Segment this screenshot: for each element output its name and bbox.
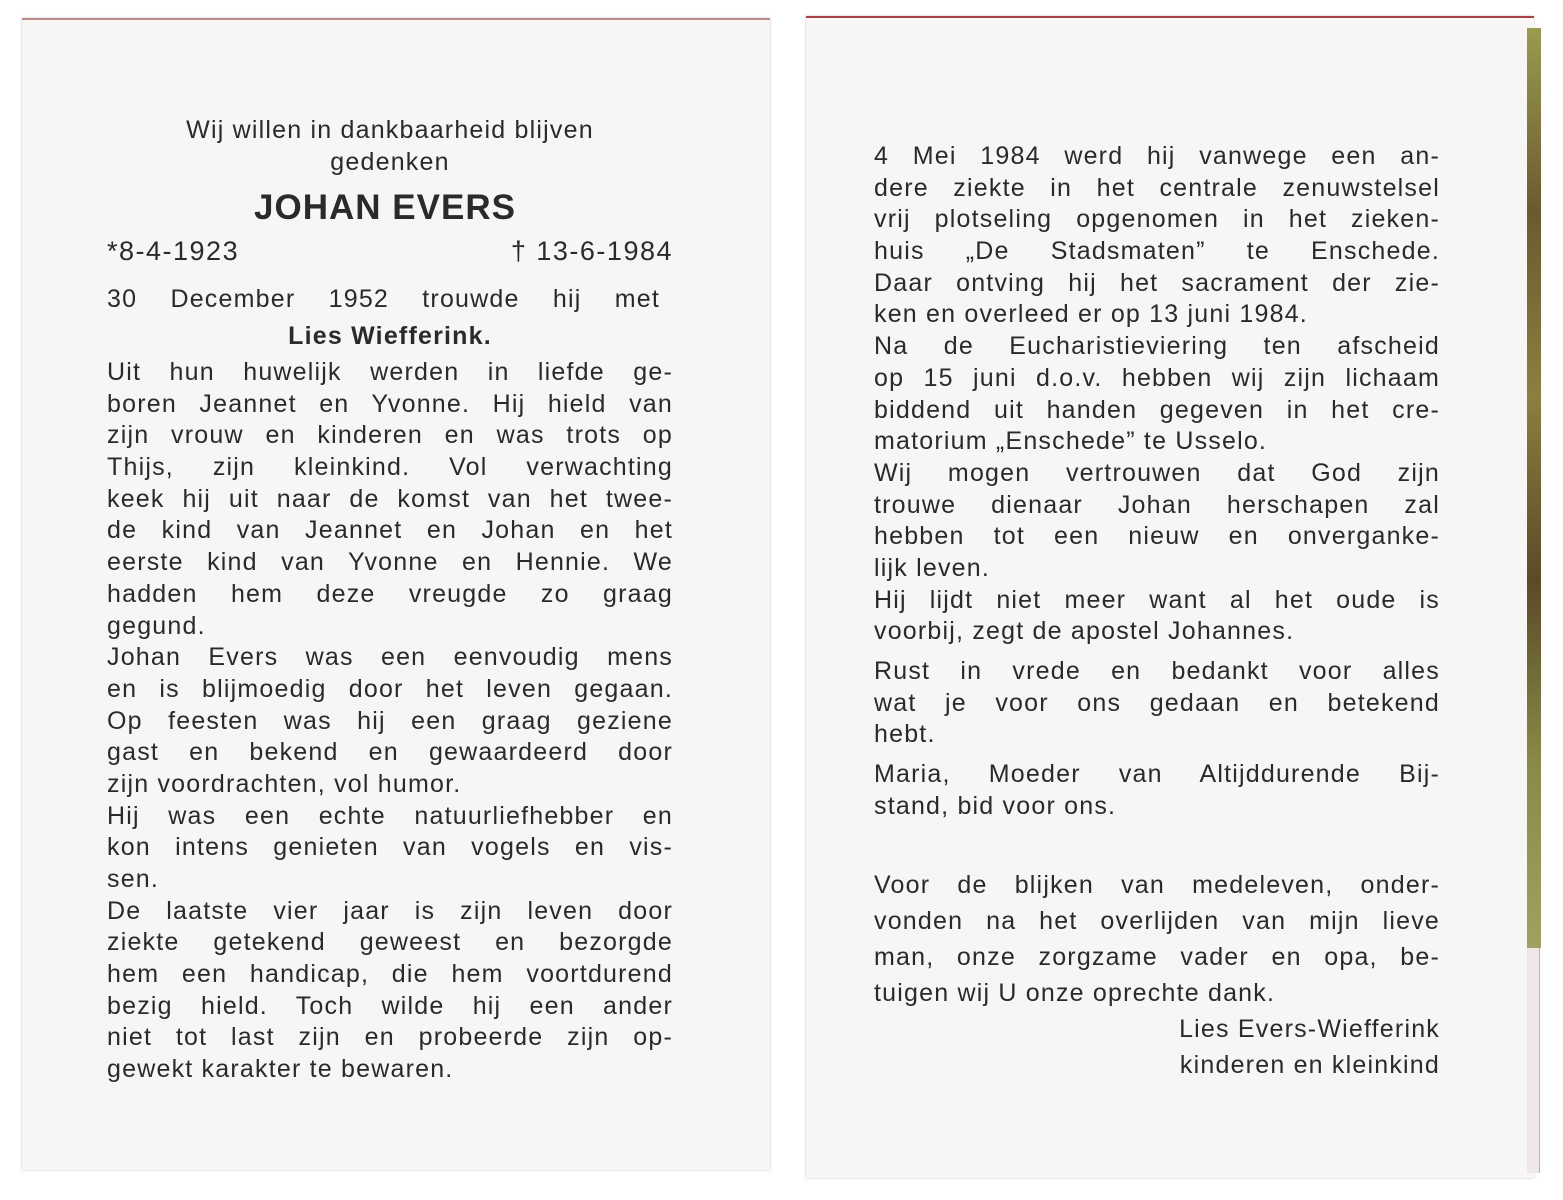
text-line: kon intens genieten van vogels en vis- [107, 833, 673, 862]
left-body-text [107, 357, 673, 1086]
text-line: keek hij uit naar de komst van het twee- [107, 484, 673, 513]
card-edge [1527, 948, 1540, 1173]
text-line: gegund. [107, 611, 206, 640]
paragraph [107, 801, 673, 896]
spouse-name: Lies Wiefferink. [288, 322, 492, 350]
paragraph [874, 331, 1440, 458]
text-line: Voor de blijken van medeleven, onder- [874, 871, 1440, 900]
paragraph [874, 656, 1440, 751]
text-line: zijn vrouw en kinderen en was trots op [107, 421, 673, 450]
paragraph [874, 585, 1440, 648]
text-line: biddend uit handen gegeven in het cre- [874, 395, 1440, 424]
text-line: sen. [107, 865, 160, 893]
text-line: boren Jeannet en Yvonne. Hij hield van [107, 389, 673, 418]
text-line: hem een handicap, die hem voortdurend [107, 960, 673, 989]
text-line: Op feesten was hij een graag geziene [107, 706, 673, 735]
text-line: Thijs, zijn kleinkind. Vol verwachting [107, 453, 673, 482]
text-line: matorium „Enschede” te Usselo. [874, 427, 1268, 456]
right-body-text [874, 141, 1440, 1083]
text-line: tuigen wij U onze oprechte dank. [874, 979, 1276, 1008]
paragraph [874, 141, 1440, 331]
text-line: vonden na het overlijden van mijn lieve [874, 907, 1440, 936]
marriage-line: 30 December 1952 trouwde hij met [107, 285, 660, 313]
text-line: Hij lijdt niet meer want al het oude is [874, 585, 1440, 614]
text-line: eerste kind van Yvonne en Hennie. We [107, 548, 673, 577]
text-line: Hij was een echte natuurliefhebber en [107, 801, 673, 830]
text-line: ken en overleed er op 13 juni 1984. [874, 300, 1308, 329]
paragraph [107, 642, 673, 800]
card-edge-photo-strip [1527, 28, 1541, 948]
text-line: op 15 juni d.o.v. hebben wij zijn lichaam [874, 363, 1440, 392]
text-line: hebben tot een nieuw en onverganke- [874, 522, 1440, 551]
text-line: man, onze zorgzame vader en opa, be- [874, 943, 1440, 972]
death-date: † 13-6-1984 [510, 236, 673, 266]
text-line: zijn voordrachten, vol humor. [107, 769, 462, 798]
paragraph [107, 357, 673, 642]
text-line: de kind van Jeannet en Johan en het [107, 516, 673, 545]
signature [874, 1011, 1440, 1083]
text-line: Uit hun huwelijk werden in liefde ge- [107, 358, 673, 386]
text-line: gast en bekend en gewaardeerd door [107, 738, 673, 767]
text-line: stand, bid voor ons. [874, 791, 1117, 820]
text-line: Johan Evers was een eenvoudig mens [107, 643, 673, 672]
text-line: niet tot last zijn en probeerde zijn op- [107, 1023, 673, 1052]
text-line: Wij mogen vertrouwen dat God zijn [874, 458, 1440, 487]
text-line: Daar ontving hij het sacrament der zie- [874, 268, 1440, 297]
paragraph [874, 759, 1440, 822]
text-line: Na de Eucharistieviering ten afscheid [874, 332, 1440, 361]
paragraph [874, 458, 1440, 585]
paragraph [107, 896, 673, 1086]
text-line: bezig hield. Toch wilde hij een ander [107, 991, 673, 1020]
text-line: wat je voor ons gedaan en betekend [874, 688, 1440, 717]
deceased-name: JOHAN EVERS [254, 188, 516, 227]
text-line: trouwe dienaar Johan herschapen zal [874, 490, 1440, 519]
text-line: 4 Mei 1984 werd hij vanwege een an- [874, 142, 1440, 170]
intro-line: gedenken [330, 148, 450, 176]
text-line: huis „De Stadsmaten” te Enschede. [874, 237, 1440, 266]
intro-line: Wij willen in dankbaarheid blijven [186, 116, 594, 144]
signature-line: Lies Evers-Wiefferink [1179, 1015, 1440, 1044]
text-line: en is blijmoedig door het leven gegaan. [107, 674, 673, 703]
birth-date: *8-4-1923 [107, 236, 240, 266]
text-line: hebt. [874, 720, 936, 749]
text-line: hadden hem deze vreugde zo graag [107, 579, 673, 608]
intro-text [107, 114, 673, 178]
text-line: voorbij, zegt de apostel Johannes. [874, 617, 1295, 646]
text-line: Rust in vrede en bedankt voor alles [874, 657, 1440, 685]
text-line: gewekt karakter te bewaren. [107, 1055, 454, 1084]
text-line: dere ziekte in het centrale zenuwstelsel [874, 173, 1440, 202]
text-line: vrij plotseling opgenomen in het zieken- [874, 205, 1440, 234]
thanks-paragraph [874, 867, 1440, 1011]
text-line: ziekte getekend geweest en bezorgde [107, 928, 673, 957]
signature-line: kinderen en kleinkind [1179, 1051, 1440, 1080]
text-line: lijk leven. [874, 553, 991, 582]
text-line: Maria, Moeder van Altijddurende Bij- [874, 760, 1440, 789]
text-line: De laatste vier jaar is zijn leven door [107, 896, 673, 925]
